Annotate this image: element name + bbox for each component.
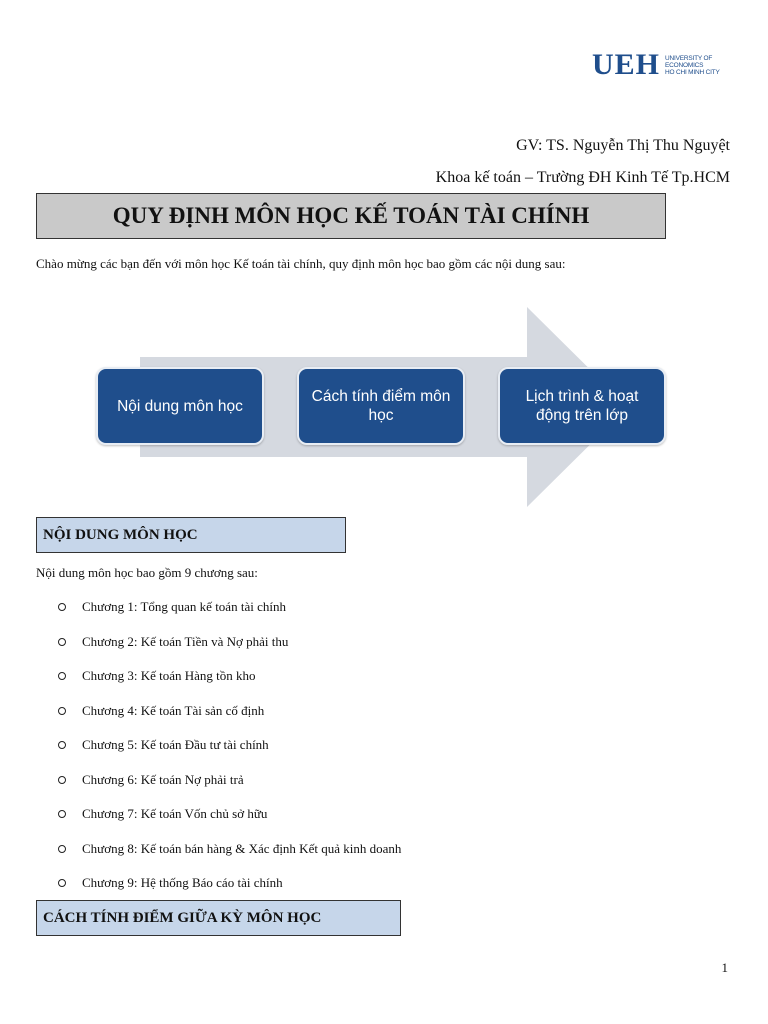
chapter-label: Chương 9: Hệ thống Báo cáo tài chính [82, 875, 283, 891]
list-item [58, 625, 401, 660]
list-item [58, 866, 401, 901]
bullet-icon [58, 603, 66, 611]
list-item [58, 832, 401, 867]
chapter-label: Chương 7: Kế toán Vốn chủ sở hữu [82, 806, 268, 822]
logo-line-economics: ECONOMICS [665, 61, 704, 69]
list-item [58, 763, 401, 798]
department-name: Khoa kế toán – Trường ĐH Kinh Tế Tp.HCM [435, 169, 730, 186]
lecturer-name: GV: TS. Nguyễn Thị Thu Nguyệt [516, 137, 730, 154]
logo-mark: UEH [592, 48, 661, 81]
chapter-label: Chương 4: Kế toán Tài sản cố định [82, 702, 265, 718]
list-item [58, 590, 401, 625]
logo-text [665, 55, 720, 76]
content-intro: Nội dung môn học bao gồm 9 chương sau: [36, 565, 258, 580]
list-item [58, 659, 401, 694]
bullet-icon [58, 845, 66, 853]
chapter-list [58, 590, 401, 901]
section-heading-content: NỘI DUNG MÔN HỌC [36, 517, 346, 553]
step-schedule: Lịch trình & hoạt động trên lớp [498, 367, 666, 445]
document-title: QUY ĐỊNH MÔN HỌC KẾ TOÁN TÀI CHÍNH [36, 193, 666, 239]
intro-paragraph: Chào mừng các bạn đến với môn học Kế toán tài chính, quy định môn học bao gồm các nội dung sau: [36, 256, 566, 271]
list-item [58, 694, 401, 729]
list-item [58, 797, 401, 832]
bullet-icon [58, 672, 66, 680]
chapter-label: Chương 5: Kế toán Đầu tư tài chính [82, 737, 269, 753]
chapter-label: Chương 2: Kế toán Tiền và Nợ phải thu [82, 633, 289, 649]
chapter-label: Chương 8: Kế toán bán hàng & Xác định Kết quả kinh doanh [82, 840, 402, 856]
bullet-icon [58, 776, 66, 784]
process-diagram [0, 300, 768, 510]
section-heading-grading: CÁCH TÍNH ĐIỂM GIỮA KỲ MÔN HỌC [36, 900, 401, 936]
ueh-logo [592, 50, 720, 80]
author-block [436, 130, 730, 194]
bullet-icon [58, 810, 66, 818]
bullet-icon [58, 707, 66, 715]
logo-line-university: UNIVERSITY OF [665, 54, 713, 62]
bullet-icon [58, 879, 66, 887]
chapter-label: Chương 6: Kế toán Nợ phải trả [82, 771, 244, 787]
step-grading: Cách tính điểm môn học [297, 367, 465, 445]
logo-line-city: HO CHI MINH CITY [665, 68, 720, 76]
chapter-label: Chương 3: Kế toán Hàng tồn kho [82, 668, 256, 684]
bullet-icon [58, 741, 66, 749]
chapter-label: Chương 1: Tổng quan kế toán tài chính [82, 599, 286, 615]
list-item [58, 728, 401, 763]
page-number: 1 [721, 960, 728, 975]
step-content: Nội dung môn học [96, 367, 264, 445]
bullet-icon [58, 638, 66, 646]
